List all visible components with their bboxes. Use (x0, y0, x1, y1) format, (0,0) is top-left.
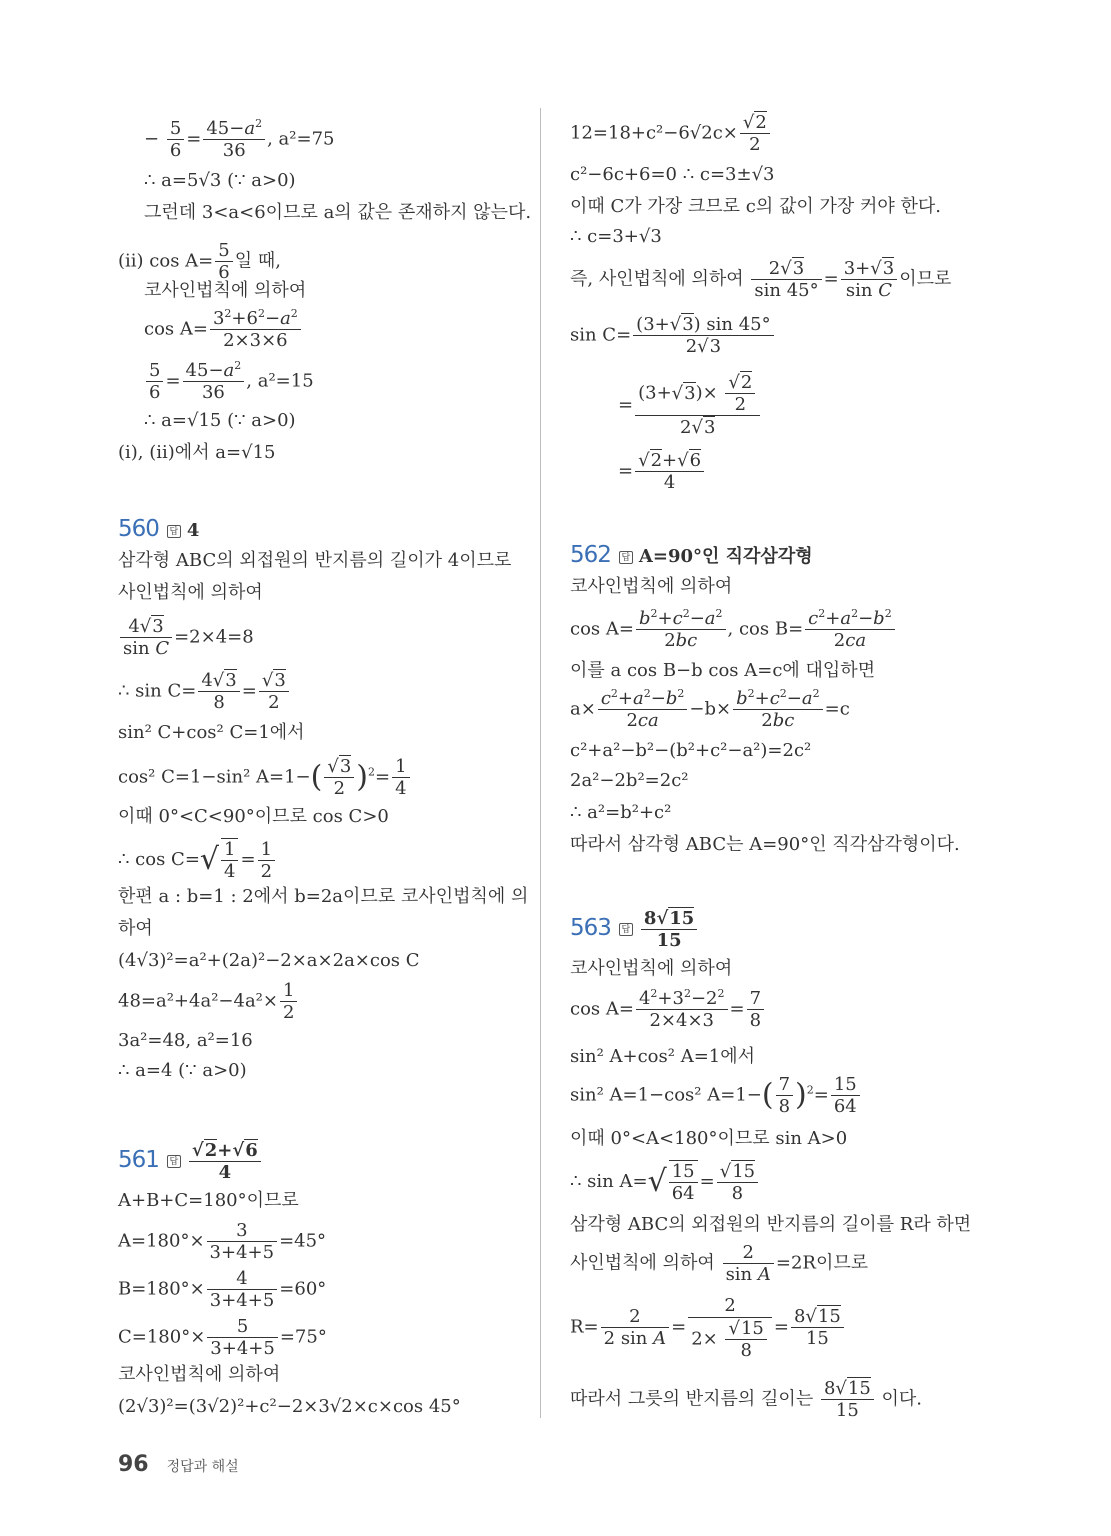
fraction: $\frac{1}{2}$ (280, 980, 297, 1023)
fraction: $\frac{1}{4}$ (221, 838, 238, 882)
eq-line: sin C= $\frac{(3+√ 3) \sin 45^\circ}{2√ 3}$ (570, 314, 776, 357)
fraction: $\frac{45-a^2}{36}$ (203, 118, 265, 161)
fraction: √ $\frac{3}{2}$ (259, 670, 289, 713)
eq-line: 이때 0°<C<90°이므로 cos C>0 (118, 806, 389, 827)
eq-line: B=180°× $\frac{4}{3+4+5}$ =60° (118, 1268, 327, 1311)
fraction: $\frac{3^2+6^2-a^2}{2\times 3\times 6}$ (210, 308, 301, 351)
fraction: $\frac{b^2+c^2-a^2}{2bc}$ (733, 688, 823, 731)
eq-line: cos² C=1−sin² A=1−( √ $\frac{3}{2}$ )$^2$= $\frac{1}{4}$ (118, 756, 412, 799)
eq-line: c²+a²−b²−(b²+c²−a²)=2c² (570, 740, 812, 761)
eq-line: 3a²=48, a²=16 (118, 1030, 253, 1051)
eq-line: sin² C+cos² C=1에서 (118, 722, 305, 743)
text-line: 사인법칙에 의하여 (118, 582, 263, 603)
problem-number: 563 (570, 914, 611, 941)
page-number: 96 (118, 1452, 149, 1477)
text-line: 그런데 3<a<6이므로 a의 값은 존재하지 않는다. (144, 202, 532, 223)
fraction: $\frac{5}{6}$ (167, 118, 184, 161)
fraction: √ $\frac{2}{2}$ (725, 372, 755, 415)
page-footer (118, 1452, 239, 1477)
text-line: 한편 a : b=1 : 2에서 b=2a이므로 코사인법칙에 의 (118, 886, 529, 907)
fraction: $\frac{c^2+a^2-b^2}{2ca}$ (598, 688, 688, 731)
text-line: 코사인법칙에 의하여 (144, 280, 307, 301)
fraction: $\frac{7}{8}$ (776, 1074, 793, 1117)
eq-line: ∴ sin A=√ $\frac{15}{64}$ = √ $\frac{15}{8}$ (570, 1160, 760, 1204)
eq-line: sin² A=1−cos² A=1−( $\frac{7}{8}$ )$^2$= $\frac{15}{64}$ (570, 1074, 862, 1117)
eq-line: (4√3)²=a²+(2a)²−2×a×2a×cos C (118, 950, 420, 971)
fraction: $\frac{3+√ 3}{\text{sin C}}$ (841, 258, 897, 301)
eq-line: ∴ c=3+√3 (570, 226, 662, 247)
eq-line: − $\frac{5}{6}$ = $\frac{45-a^2}{36}$ , a²=75 (144, 117, 335, 161)
answer-icon: 답 (167, 1155, 181, 1168)
text-line: 코사인법칙에 의하여 (570, 576, 733, 597)
eq-line: 2a²−2b²=2c² (570, 770, 689, 791)
fraction: $\frac{1}{4}$ (392, 756, 409, 799)
eq-line: ∴ a²=b²+c² (570, 802, 672, 823)
fraction: $\frac{2}{\text{2 sin A}}$ (601, 1306, 669, 1349)
fraction: $\frac{15}{64}$ (831, 1074, 860, 1117)
fraction: $\frac{1}{2}$ (258, 839, 275, 882)
eq-line: 즉, 사인법칙에 의하여 $\frac{2√ 3}{\sin 45^\circ}$ = $\frac{3+√ 3}{\text{sin C}}$ 이므로 (570, 258, 951, 301)
conclusion-line: 따라서 삼각형 ABC는 A=90°인 직각삼각형이다. (570, 834, 960, 855)
fraction: √ $\frac{15}{8}$ (717, 1161, 758, 1204)
fraction: $\frac{15}{64}$ (669, 1160, 698, 1204)
eq-line: a× $\frac{c^2+a^2-b^2}{2ca}$ −b× $\frac{b^2+c^2-a^2}{2bc}$ =c (570, 687, 850, 731)
answer-icon: 답 (167, 525, 181, 538)
fraction: √ $\frac{15}{8}$ (725, 1318, 766, 1361)
text-line: 삼각형 ABC의 외접원의 반지름의 길이를 R라 하면 (570, 1214, 972, 1235)
eq-line: $\frac{4√ 3}{\text{sin C}}$ =2×4=8 (118, 616, 254, 659)
fraction: $\frac{5}{3+4+5}$ (207, 1316, 278, 1359)
eq-line: ∴ a=√15 (∵ a>0) (144, 410, 296, 431)
fraction: $\frac{4}{3+4+5}$ (207, 1268, 278, 1311)
column-divider (540, 108, 541, 1418)
fraction: $\frac{4√ 3}{8}$ (198, 670, 239, 713)
problem-header-563 (570, 908, 699, 951)
eq-line: ∴ sin C= $\frac{4√ 3}{8}$ = √ $\frac{3}{2}$ (118, 670, 291, 713)
text-line: 이를 a cos B−b cos A=c에 대입하면 (570, 660, 876, 681)
fraction: $\frac{c^2+a^2-b^2}{2ca}$ (805, 608, 895, 651)
fraction: $\frac{b^2+c^2-a^2}{2bc}$ (636, 608, 726, 651)
problem-header-561 (118, 1140, 263, 1183)
fraction: √ $\frac{3}{2}$ (324, 756, 354, 799)
problem-header-562 (570, 544, 813, 568)
fraction: $\frac{(3+√ 3) \sin 45^\circ}{2√ 3}$ (633, 314, 773, 357)
fraction: $\frac{8√ 15}{15}$ (791, 1306, 844, 1349)
eq-line: $\frac{5}{6}$ = $\frac{45-a^2}{36}$ , a²=15 (144, 360, 314, 403)
fraction: √ $\frac{2+√ 6}{4}$ (635, 450, 704, 493)
conclusion-line: 따라서 그릇의 반지름의 길이는 $\frac{8√ 15}{15}$ 이다. (570, 1378, 922, 1421)
eq-line: cos A= $\frac{3^2+6^2-a^2}{2\times 3\times 6}$ (144, 308, 303, 351)
fraction: $\frac{45-a^2}{36}$ (183, 360, 245, 403)
fraction: $\frac{2√ 3}{\sin 45^\circ}$ (751, 258, 821, 301)
text-line: 이때 C가 가장 크므로 c의 값이 가장 커야 한다. (570, 196, 941, 217)
answer-value: A=90°인 직각삼각형 (638, 546, 813, 567)
answer-value: 4 (186, 520, 200, 541)
fraction: $\frac{7}{8}$ (747, 988, 764, 1031)
problem-number: 560 (118, 516, 159, 542)
text-line: 하여 (118, 918, 153, 939)
answer-fraction: √ $\frac{2+√ 6}{4}$ (189, 1140, 261, 1183)
problem-header-560 (118, 518, 199, 542)
eq-line: ∴ a=4 (∵ a>0) (118, 1060, 247, 1081)
text-line: 삼각형 ABC의 외접원의 반지름의 길이가 4이므로 (118, 550, 512, 571)
fraction: √ $\frac{2}{2}$ (740, 112, 770, 155)
fraction: $\frac{4^2+3^2-2^2}{2\times 4\times 3}$ (636, 988, 728, 1031)
fraction: (3+√ 3)× √ $\frac{2}{2}$ 2√ 3 (635, 372, 760, 439)
eq-line: 48=a²+4a²−4a²× $\frac{1}{2}$ (118, 980, 299, 1023)
fraction: 2 2× √ $\frac{15}{8}$ (688, 1294, 772, 1361)
conclusion-line: (ⅰ), (ⅱ)에서 a=√15 (118, 442, 276, 463)
problem-number: 561 (118, 1146, 159, 1173)
fraction: $\frac{3}{3+4+5}$ (207, 1220, 278, 1263)
text-line: 코사인법칙에 의하여 (570, 958, 733, 979)
eq-line: = (3+√ 3)× √ $\frac{2}{2}$ 2√ 3 (618, 372, 762, 439)
fraction: $\frac{2}{\text{sin A}}$ (723, 1242, 774, 1285)
answer-fraction: $\frac{8√ 15}{15}$ (641, 908, 697, 951)
eq-line: (2√3)²=(3√2)²+c²−2×3√2×c×cos 45° (118, 1396, 461, 1417)
eq-line: A=180°× $\frac{3}{3+4+5}$ =45° (118, 1220, 327, 1263)
eq-line: cos A= $\frac{b^2+c^2-a^2}{2bc}$ , cos B= $\frac{c^2+a^2-b^2}{2ca}$ (570, 608, 897, 651)
eq-line: C=180°× $\frac{5}{3+4+5}$ =75° (118, 1316, 327, 1359)
footer-label: 정답과 해설 (166, 1459, 239, 1475)
eq-line: cos A= $\frac{4^2+3^2-2^2}{2\times 4\times 3}$ = $\frac{7}{8}$ (570, 988, 766, 1031)
fraction: $\frac{8√ 15}{15}$ (821, 1378, 874, 1421)
fraction: $\frac{5}{6}$ (146, 360, 163, 403)
eq-line: = √ $\frac{2+√ 6}{4}$ (618, 450, 706, 493)
answer-icon: 답 (619, 551, 633, 564)
case-line: (ⅱ) cos A= $\frac{5}{6}$ 일 때, (118, 240, 281, 283)
fraction: $\frac{4√ 3}{\text{sin C}}$ (120, 616, 172, 659)
eq-line: 사인법칙에 의하여 $\frac{2}{\text{sin A}}$ =2R이므로 (570, 1242, 869, 1285)
eq-line: 이때 0°<A<180°이므로 sin A>0 (570, 1128, 848, 1149)
eq-line: ∴ cos C=√ $\frac{1}{4}$ = $\frac{1}{2}$ (118, 838, 277, 882)
eq-line: c²−6c+6=0 ∴ c=3±√3 (570, 164, 775, 185)
eq-line: 12=18+c²−6√2c× √ $\frac{2}{2}$ (570, 112, 772, 155)
eq-line: ∴ a=5√3 (∵ a>0) (144, 170, 296, 191)
text-line: 코사인법칙에 의하여 (118, 1364, 281, 1385)
answer-icon: 답 (619, 923, 633, 936)
eq-line: A+B+C=180°이므로 (118, 1190, 299, 1211)
problem-number: 562 (570, 542, 611, 568)
eq-line: sin² A+cos² A=1에서 (570, 1046, 756, 1067)
fraction: $\frac{5}{6}$ (215, 240, 232, 283)
eq-line: R= $\frac{2}{\text{2 sin A}}$ = 2 2× √ $\frac{15}{8}$ = $\frac{8√ 15}{15}$ (570, 1294, 846, 1361)
